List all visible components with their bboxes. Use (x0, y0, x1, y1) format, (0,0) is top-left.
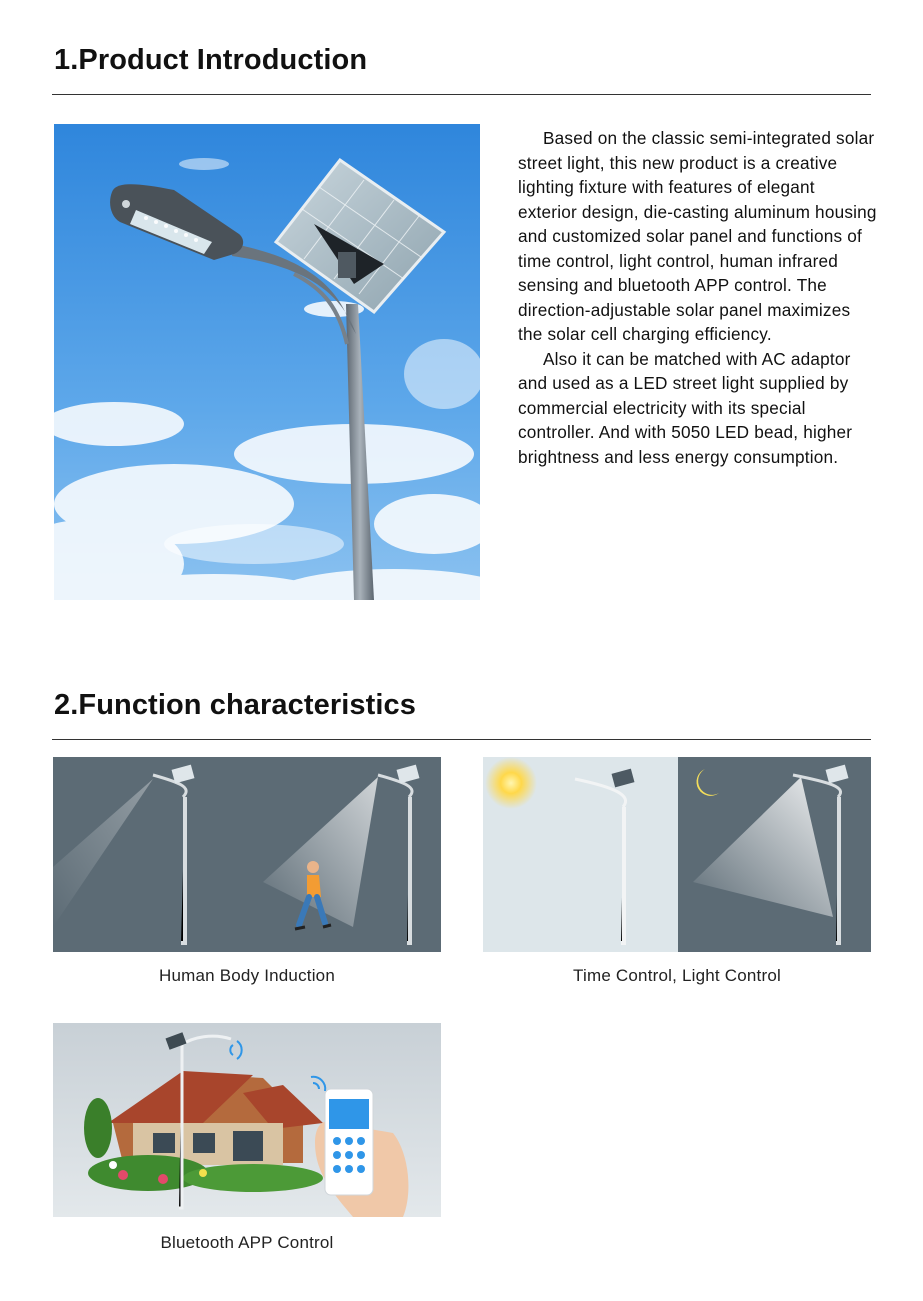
intro-paragraph: Based on the classic semi-integrated solar street light, this new product is a creative lighting fixture with features of elegant exterior design, die-casting aluminum housing and customized solar panel and functions of time control, light control, human infrared sensing and bluetooth APP control. The direction-adjustable solar panel maximizes the solar cell charging efficiency. (518, 128, 877, 344)
street-light-photo (54, 124, 480, 600)
human-body-induction-illustration (53, 757, 441, 952)
section-title-product-introduction: 1.Product Introduction (54, 44, 368, 76)
section-divider (52, 94, 871, 95)
feature-caption: Bluetooth APP Control (160, 1233, 334, 1252)
product-introduction-text (518, 126, 878, 469)
section-title-function-characteristics: 2.Function characteristics (54, 689, 416, 721)
feature-caption: Human Body Induction (159, 966, 335, 985)
feature-caption: Time Control, Light Control (573, 966, 781, 985)
time-light-control-illustration (483, 757, 871, 952)
section-divider (52, 739, 871, 740)
bluetooth-app-control-illustration (53, 1023, 441, 1217)
intro-paragraph: Also it can be matched with AC adaptor and used as a LED street light supplied by commercial electricity with its special controller. And with 5050 LED bead, higher brightness and less energy consumption. (518, 348, 853, 467)
